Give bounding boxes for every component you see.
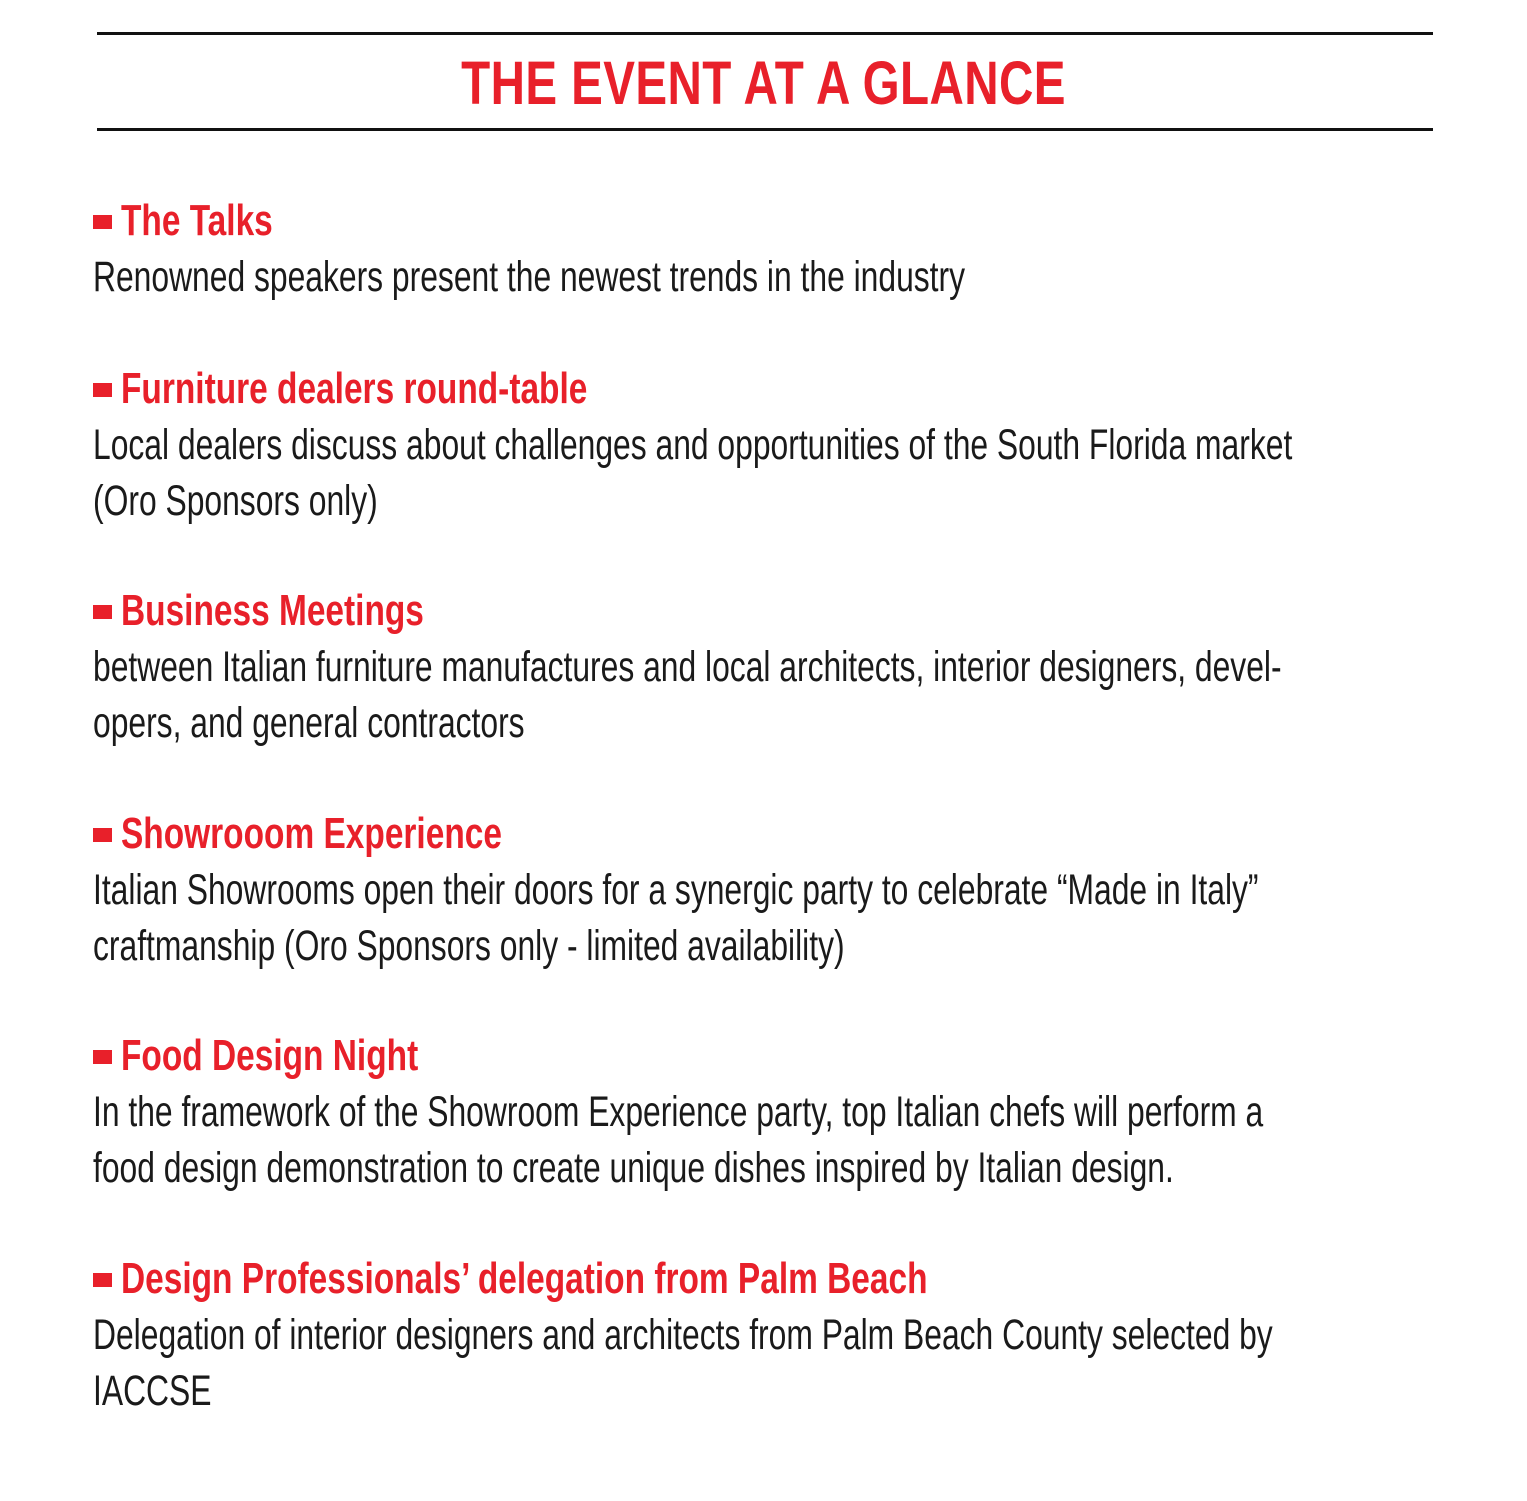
bottom-divider [97,128,1433,131]
section-heading [93,583,1433,639]
description-line: Local dealers discuss about challenges and opportunities of the South Florida market [93,421,1293,469]
description-line: IACCSE [93,1367,212,1415]
section-food-design-night [93,1028,1433,1196]
section-furniture-dealers [93,361,1433,529]
section-title: Showrooom Experience [121,809,502,858]
top-divider [97,32,1433,35]
page-title: THE EVENT AT A GLANCE [461,49,1066,117]
section-the-talks [93,193,1433,305]
description-line: Renowned speakers present the newest trends in the industry [93,253,966,301]
square-bullet-icon [93,1273,112,1287]
description-line: opers, and general contractors [93,699,525,747]
description-line: (Oro Sponsors only) [93,477,378,525]
section-title: Food Design Night [121,1031,419,1080]
square-bullet-icon [93,383,112,397]
section-heading [93,361,1433,417]
section-title: Design Professionals’ delegation from Palm Beach [121,1254,928,1303]
section-heading [93,1028,1433,1084]
square-bullet-icon [93,1050,112,1064]
description-line: food design demonstration to create unique dishes inspired by Italian design. [93,1144,1174,1192]
section-showroom-experience [93,806,1433,974]
square-bullet-icon [93,828,112,842]
section-design-professionals [93,1251,1433,1419]
section-description [93,249,1433,305]
description-line: craftmanship (Oro Sponsors only - limited availability) [93,922,845,970]
section-title: The Talks [121,196,273,245]
section-heading [93,193,1433,249]
section-description [93,417,1433,529]
section-business-meetings [93,583,1433,751]
section-description [93,1307,1433,1419]
description-line: In the framework of the Showroom Experience party, top Italian chefs will perform a [93,1088,1264,1136]
square-bullet-icon [93,215,112,229]
section-heading [93,806,1433,862]
description-line: between Italian furniture manufactures and local architects, interior designers, devel- [93,643,1282,691]
section-description [93,862,1433,974]
section-description [93,639,1433,751]
square-bullet-icon [93,605,112,619]
section-heading [93,1251,1433,1307]
section-description [93,1084,1433,1196]
section-title: Furniture dealers round-table [121,364,588,413]
section-title: Business Meetings [121,586,424,635]
description-line: Italian Showrooms open their doors for a synergic party to celebrate “Made in Italy” [93,866,1259,914]
description-line: Delegation of interior designers and architects from Palm Beach County selected by [93,1311,1273,1359]
